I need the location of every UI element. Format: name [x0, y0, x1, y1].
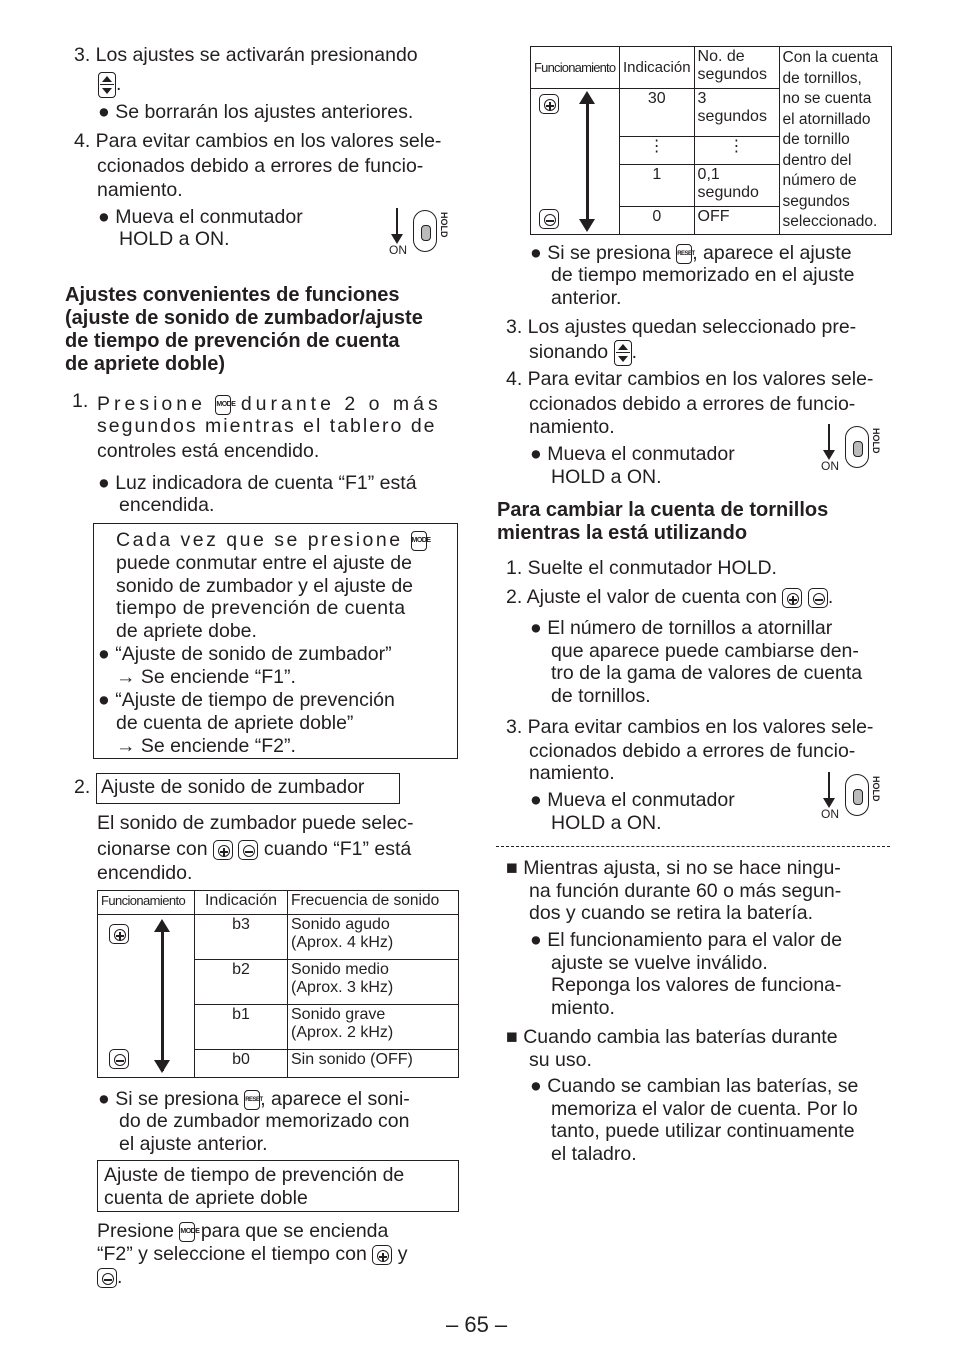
buzzer-desc-line1: El sonido de zumbador puede selec- [97, 812, 414, 834]
mode-button-icon: MODE [215, 395, 231, 415]
double-tightening-title-line1: Ajuste de tiempo de prevención de [104, 1164, 405, 1186]
minus-button-icon [539, 209, 559, 229]
table-cell: 0,1 segundo [694, 164, 779, 206]
reset-button-icon: RESET [244, 1090, 260, 1110]
table-header: Funcionamiento [531, 47, 620, 89]
table-header: Indicación [195, 891, 288, 915]
table-header: Frecuencia de sonido [288, 891, 459, 915]
operation-cell [531, 89, 620, 235]
reset-button-icon: RESET [676, 244, 692, 264]
right-step-4-bullet-line2: HOLD a ON. [551, 466, 662, 488]
table-cell: b0 [195, 1050, 288, 1078]
time-reset-line2: de tiempo memorizado en el ajuste [551, 264, 855, 286]
table-header: No. de segundos [694, 47, 779, 89]
right-step-4-bullet-line1: ● Mueva el conmutador [530, 443, 735, 465]
set-button-icon [614, 340, 632, 366]
substep-2-number: 2. [74, 776, 91, 798]
plus-button-icon [372, 1245, 392, 1265]
table-cell: b2 [195, 960, 288, 1005]
count-step-2: 2. Ajuste el valor de cuenta con . [506, 586, 834, 608]
substep-1-number: 1. [72, 390, 89, 412]
table-cell: Sin sonido (OFF) [288, 1050, 459, 1078]
substep-1-line1: Presione MODE durante 2 o más [97, 393, 442, 415]
step-3: 3. Los ajustes se activarán presionando [74, 44, 418, 66]
substep-1-line3: controles está encendido. [97, 440, 320, 462]
section-heading: Ajustes convenientes de funciones (ajuste de sonido de zumbador/ajuste de tiempo de prevención de cuenta de apriete doble) [65, 284, 423, 375]
double-tightening-line3: . [97, 1266, 122, 1289]
table-cell: Sonido grave (Aprox. 2 kHz) [288, 1005, 459, 1050]
mode-info-line10: → Se enciende “F2”. [116, 735, 296, 757]
mode-info-line9: de cuenta de apriete doble” [116, 712, 354, 734]
mode-info-line8: ● “Ajuste de tiempo de prevención [98, 689, 395, 711]
count-step-3-line3: namiento. [529, 762, 615, 784]
section-heading-2: Para cambiar la cuenta de tornillos mientras la está utilizando [497, 499, 829, 544]
mode-button-icon: MODE [179, 1222, 195, 1242]
table-header: Indicación [620, 47, 695, 89]
note-2: ■ Cuando cambia las baterías durante su uso. [506, 1026, 838, 1071]
right-step-4-line1: 4. Para evitar cambios en los valores sele- [506, 368, 874, 390]
arrow-up-icon [579, 91, 595, 104]
mode-info-line6: ● “Ajuste de sonido de zumbador” [98, 643, 392, 665]
count-step-3-line1: 3. Para evitar cambios en los valores sele- [506, 716, 874, 738]
mode-info-line3: sonido de zumbador y el ajuste de [116, 575, 414, 597]
step-4-bullet-line2: HOLD a ON. [119, 228, 230, 250]
double-tightening-line2: “F2” y seleccione el tiempo con y [97, 1243, 408, 1265]
note-1-bullet: ● El funcionamiento para el valor de ajuste se vuelve inválido. Reponga los valores de funciona- miento. [530, 929, 843, 1019]
table-cell: Sonido agudo (Aprox. 4 kHz) [288, 915, 459, 960]
table-cell: 3 segundos [694, 89, 779, 137]
table-cell: 1 [620, 164, 695, 206]
plus-button-icon [213, 840, 233, 860]
arrow-up-icon [154, 919, 170, 932]
table-cell: Sonido medio (Aprox. 3 kHz) [288, 960, 459, 1005]
buzzer-reset-line3: el ajuste anterior. [119, 1133, 268, 1155]
count-step-2-bullet: ● El número de tornillos a atornillar que aparece puede cambiarse den- tro de la gama de valores de cuenta de tornillos. [530, 617, 863, 707]
step-3-bullet: ● Se borrarán los ajustes anteriores. [98, 101, 414, 123]
substep-1-line2: segundos mientras el tablero de [97, 415, 437, 437]
buzzer-desc-line3: encendido. [97, 862, 193, 884]
step-4-line1: 4. Para evitar cambios en los valores sele- [74, 130, 442, 152]
table-cell: OFF [694, 206, 779, 234]
step-4-bullet-line1: ● Mueva el conmutador [98, 206, 303, 228]
step-4-line3: namiento. [97, 179, 183, 201]
mode-info-line5: de apriete dobe. [116, 620, 257, 642]
plus-button-icon [109, 924, 129, 944]
double-tightening-title-line2: cuenta de apriete doble [104, 1187, 308, 1209]
double-tightening-line1: Presione MODE para que se encienda [97, 1220, 389, 1242]
table-cell: 30 [620, 89, 695, 137]
count-step-3-line2: ccionados debido a errores de funcio- [529, 740, 856, 762]
table-cell: ⋮ [694, 136, 779, 164]
arrow-down-icon [579, 219, 595, 232]
buzzer-reset-line1: ● Si se presiona RESET, aparece el soni- [98, 1088, 410, 1110]
arrow-down-icon [154, 1060, 170, 1073]
buzzer-table [97, 890, 459, 1078]
substep-1-bullet-line2: encendida. [119, 494, 215, 516]
substep-1-bullet-line1: ● Luz indicadora de cuenta “F1” está [98, 472, 417, 494]
range-arrow [586, 101, 589, 219]
right-step-4-line2: ccionados debido a errores de funcio- [529, 393, 856, 415]
table-cell: b3 [195, 915, 288, 960]
dashed-divider [496, 846, 890, 847]
count-step-3-bullet-line1: ● Mueva el conmutador [530, 789, 735, 811]
plus-button-icon [539, 94, 559, 114]
time-reset-line3: anterior. [551, 287, 622, 309]
hold-switch-icon: ON HOLD [821, 424, 881, 474]
note-cell: Con la cuenta de tornillos, no se cuenta el atornillado de tornillo dentro del número de segundos seleccionado. [779, 47, 891, 235]
step-3-icon-line: . [98, 72, 121, 98]
mode-info-line1: Cada vez que se presione MODE [116, 529, 431, 551]
mode-info-line4: tiempo de prevención de cuenta [116, 597, 406, 619]
right-step-3-line2: sionando . [529, 340, 637, 366]
count-step-3-bullet-line2: HOLD a ON. [551, 812, 662, 834]
table-header: Funcionamiento [98, 891, 195, 915]
plus-button-icon [782, 588, 802, 608]
range-arrow [161, 929, 164, 1071]
time-table [530, 46, 892, 235]
step-4-line2: ccionados debido a errores de funcio- [97, 155, 424, 177]
minus-button-icon [97, 1268, 117, 1288]
note-1: ■ Mientras ajusta, si no se hace ningu- na función durante 60 o más segun- dos y cuando se retira la batería. [506, 857, 842, 924]
buzzer-desc-line2: cionarse con cuando “F1” está [97, 838, 412, 860]
page-number: – 65 – [446, 1312, 508, 1337]
right-step-3-line1: 3. Los ajustes quedan seleccionado pre- [506, 316, 857, 338]
buzzer-reset-line2: do de zumbador memorizado con [119, 1110, 410, 1132]
set-button-icon [98, 72, 116, 98]
right-step-4-line3: namiento. [529, 416, 615, 438]
minus-button-icon [109, 1049, 129, 1069]
hold-switch-icon: ON HOLD [389, 208, 449, 258]
minus-button-icon [808, 588, 828, 608]
time-reset-line1: ● Si se presiona RESET, aparece el ajuste [530, 242, 852, 264]
mode-info-line2: puede conmutar entre el ajuste de [116, 552, 412, 574]
buzzer-title: Ajuste de sonido de zumbador [101, 776, 365, 798]
table-cell: 0 [620, 206, 695, 234]
table-cell: ⋮ [620, 136, 695, 164]
mode-button-icon: MODE [411, 531, 427, 551]
table-cell: b1 [195, 1005, 288, 1050]
count-step-1: 1. Suelte el conmutador HOLD. [506, 557, 777, 579]
note-2-bullet: ● Cuando se cambian las baterías, se memoriza el valor de cuenta. Por lo tanto, puede utilizar continuamente el taladro. [530, 1075, 859, 1165]
mode-info-line7: → Se enciende “F1”. [116, 666, 296, 688]
hold-switch-icon: ON HOLD [821, 772, 881, 822]
operation-cell [98, 915, 195, 1078]
minus-button-icon [238, 840, 258, 860]
